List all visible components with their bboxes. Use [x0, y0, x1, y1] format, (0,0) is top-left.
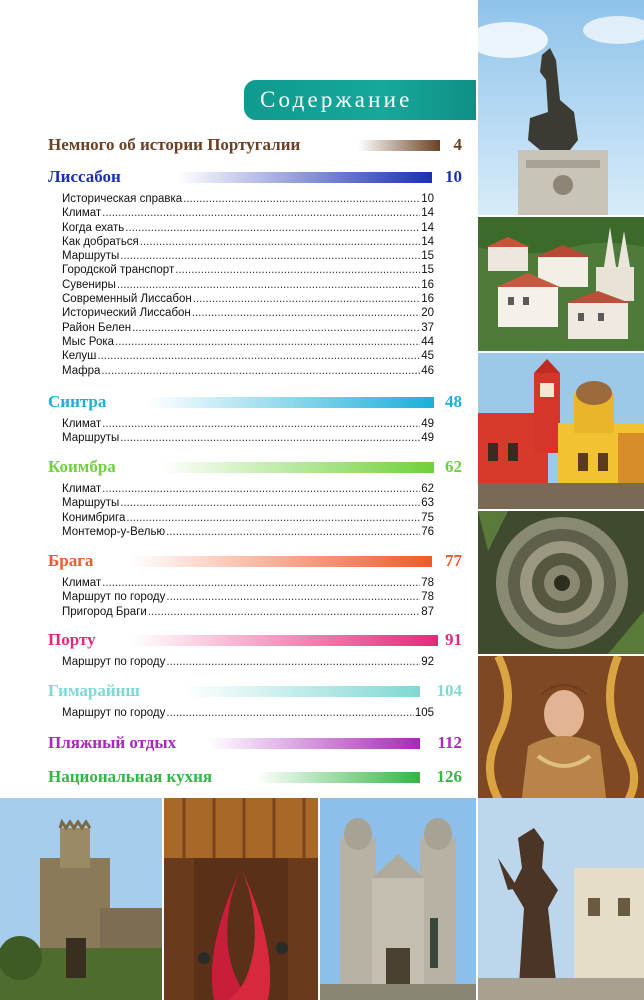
photo-church-facade: [320, 798, 476, 1000]
entry-label: Городской транспорт: [62, 264, 175, 277]
dot-leader: [166, 525, 420, 539]
entry-page-number: 44: [421, 335, 434, 348]
entry-list: [62, 192, 434, 378]
section-title: Брага: [48, 551, 94, 570]
toc-entry[interactable]: [62, 590, 434, 604]
dot-leader: [102, 417, 420, 431]
toc-title: Содержание: [244, 80, 476, 120]
photo-castle-tower: [0, 798, 162, 1000]
dot-leader: [126, 511, 420, 525]
entry-page-number: 15: [421, 264, 434, 277]
entry-page-number: 75: [421, 511, 434, 524]
section-title: Коимбра: [48, 457, 116, 476]
entry-page-number: 49: [421, 432, 434, 445]
entry-label: Маршруты: [62, 432, 120, 445]
section-page-number: 91: [445, 630, 462, 649]
toc-entry[interactable]: [62, 221, 434, 235]
dot-leader: [97, 349, 420, 363]
entry-list: [62, 706, 434, 720]
entry-label: Историческая справка: [62, 193, 183, 205]
toc-entry[interactable]: [62, 364, 434, 378]
toc-section: [48, 456, 462, 539]
toc-entry[interactable]: [62, 349, 434, 363]
section-title: Порту: [48, 630, 96, 649]
toc-entry[interactable]: [62, 249, 434, 263]
toc-section: [48, 732, 462, 754]
section-heading[interactable]: [48, 166, 462, 188]
toc-entry[interactable]: [62, 235, 434, 249]
dot-leader: [101, 364, 420, 378]
toc-entry[interactable]: [62, 306, 434, 320]
dot-leader: [102, 206, 420, 220]
section-title: Гимарайнш: [48, 681, 140, 700]
dot-leader: [125, 221, 420, 235]
entry-label: Мафра: [62, 364, 101, 377]
entry-list: [62, 417, 434, 446]
entry-label: Климат: [62, 483, 102, 495]
dot-leader: [175, 263, 420, 277]
dot-leader: [166, 706, 413, 720]
toc-section: [48, 550, 462, 619]
dot-leader: [120, 249, 420, 263]
entry-page-number: 14: [421, 235, 434, 248]
entry-page-number: 16: [421, 293, 434, 306]
section-heading[interactable]: [48, 391, 462, 413]
toc-entry[interactable]: [62, 321, 434, 335]
dot-leader: [166, 655, 420, 669]
entry-label: Маршрут по городу: [62, 591, 166, 604]
toc-entry[interactable]: [62, 511, 434, 525]
entry-label: Мыс Рока: [62, 335, 115, 348]
toc-section: [48, 680, 462, 720]
section-heading[interactable]: [48, 550, 462, 572]
section-color-bar: [256, 772, 420, 783]
section-title: Лиссабон: [48, 167, 121, 186]
photo-monument-statue: [478, 0, 644, 215]
entry-page-number: 78: [421, 591, 434, 604]
section-heading[interactable]: [48, 629, 462, 651]
section-color-bar: [184, 686, 420, 697]
toc-section: [48, 629, 462, 669]
entry-page-number: 76: [421, 525, 434, 538]
entry-list: [62, 576, 434, 619]
entry-page-number: 87: [421, 605, 434, 618]
dot-leader: [183, 192, 420, 206]
photo-bronze-statue: [478, 798, 644, 1000]
dot-leader: [193, 292, 421, 306]
toc-entry[interactable]: [62, 192, 434, 206]
section-page-number: 10: [445, 167, 462, 186]
section-heading[interactable]: [48, 732, 462, 754]
section-page-number: 48: [445, 392, 462, 411]
toc-entry[interactable]: [62, 706, 434, 720]
entry-page-number: 49: [421, 418, 434, 430]
section-page-number: 126: [436, 767, 462, 786]
section-heading[interactable]: [48, 456, 462, 478]
section-color-bar: [148, 397, 434, 408]
entry-list: [62, 482, 434, 539]
section-page-number: 112: [437, 733, 462, 752]
entry-page-number: 15: [421, 250, 434, 263]
dot-leader: [120, 431, 420, 445]
toc-entry[interactable]: [62, 655, 434, 669]
entry-label: Маршруты: [62, 250, 120, 263]
photo-initiation-well: [478, 511, 644, 654]
entry-page-number: 37: [421, 321, 434, 334]
entry-label: Климат: [62, 207, 102, 220]
section-color-bar: [358, 140, 440, 151]
toc-section: [48, 766, 462, 788]
entry-page-number: 14: [421, 221, 434, 234]
toc-entry[interactable]: [62, 525, 434, 539]
section-heading[interactable]: [48, 680, 462, 702]
section-heading[interactable]: [48, 766, 462, 788]
entry-label: Конимбрига: [62, 511, 126, 524]
section-color-bar: [178, 172, 432, 183]
entry-label: Келуш: [62, 350, 97, 363]
section-heading[interactable]: [48, 134, 462, 156]
entry-label: Когда ехать: [62, 221, 125, 234]
dot-leader: [132, 321, 420, 335]
entry-page-number: 20: [421, 307, 434, 320]
entry-page-number: 46: [421, 364, 434, 377]
entry-label: Монтемор-у-Велью: [62, 525, 166, 538]
dot-leader: [117, 278, 420, 292]
section-title: Пляжный отдых: [48, 733, 177, 752]
entry-label: Маршрут по городу: [62, 707, 166, 719]
entry-page-number: 62: [421, 483, 434, 495]
toc-section: [48, 134, 462, 156]
section-color-bar: [160, 462, 434, 473]
toc-entry[interactable]: [62, 278, 434, 292]
toc-entry[interactable]: [62, 292, 434, 306]
toc-section: [48, 166, 462, 378]
entry-label: Маршрут по городу: [62, 656, 166, 668]
toc-entry[interactable]: [62, 482, 434, 496]
dot-leader: [120, 496, 420, 510]
dot-leader: [115, 335, 420, 349]
section-page-number: 104: [436, 681, 462, 700]
section-title: Национальная кухня: [48, 767, 213, 786]
entry-page-number: 105: [414, 707, 434, 719]
toc-entry[interactable]: [62, 431, 434, 445]
section-page-number: 62: [445, 457, 462, 476]
entry-page-number: 45: [421, 350, 434, 363]
toc-entry[interactable]: [62, 206, 434, 220]
toc-section: [48, 391, 462, 446]
dot-leader: [148, 605, 420, 619]
entry-label: Район Белен: [62, 321, 132, 334]
entry-label: Исторический Лиссабон: [62, 307, 191, 320]
entry-label: Современный Лиссабон: [62, 293, 192, 306]
entry-label: Климат: [62, 577, 102, 589]
photo-lello-bookstore: [164, 798, 318, 1000]
toc-entry[interactable]: [62, 417, 434, 431]
entry-label: Сувениры: [62, 278, 116, 291]
toc-entry[interactable]: [62, 576, 434, 590]
entry-page-number: 16: [421, 278, 434, 291]
dot-leader: [192, 306, 420, 320]
photo-pena-palace: [478, 353, 644, 509]
section-page-number: 77: [445, 551, 462, 570]
entry-label: Климат: [62, 418, 102, 430]
toc-entry[interactable]: [62, 496, 434, 510]
section-page-number: 4: [453, 135, 462, 154]
toc-entry[interactable]: [62, 605, 434, 619]
entry-page-number: 10: [421, 193, 434, 205]
entry-label: Как добраться: [62, 235, 139, 248]
entry-label: Маршруты: [62, 497, 120, 510]
entry-page-number: 63: [421, 497, 434, 510]
photo-sintra-town: [478, 217, 644, 351]
dot-leader: [140, 235, 420, 249]
photo-baroque-angel: [478, 656, 644, 814]
section-title: Немного об истории Португалии: [48, 135, 301, 154]
dot-leader: [166, 590, 420, 604]
toc-entry[interactable]: [62, 335, 434, 349]
section-color-bar: [130, 556, 432, 567]
toc-entry[interactable]: [62, 263, 434, 277]
section-color-bar: [208, 738, 420, 749]
section-color-bar: [132, 635, 438, 646]
entry-page-number: 92: [421, 656, 434, 668]
entry-page-number: 78: [421, 577, 434, 589]
entry-list: [62, 655, 434, 669]
dot-leader: [102, 576, 420, 590]
entry-page-number: 14: [421, 207, 434, 220]
dot-leader: [102, 482, 420, 496]
section-title: Синтра: [48, 392, 107, 411]
entry-label: Пригород Браги: [62, 605, 147, 618]
